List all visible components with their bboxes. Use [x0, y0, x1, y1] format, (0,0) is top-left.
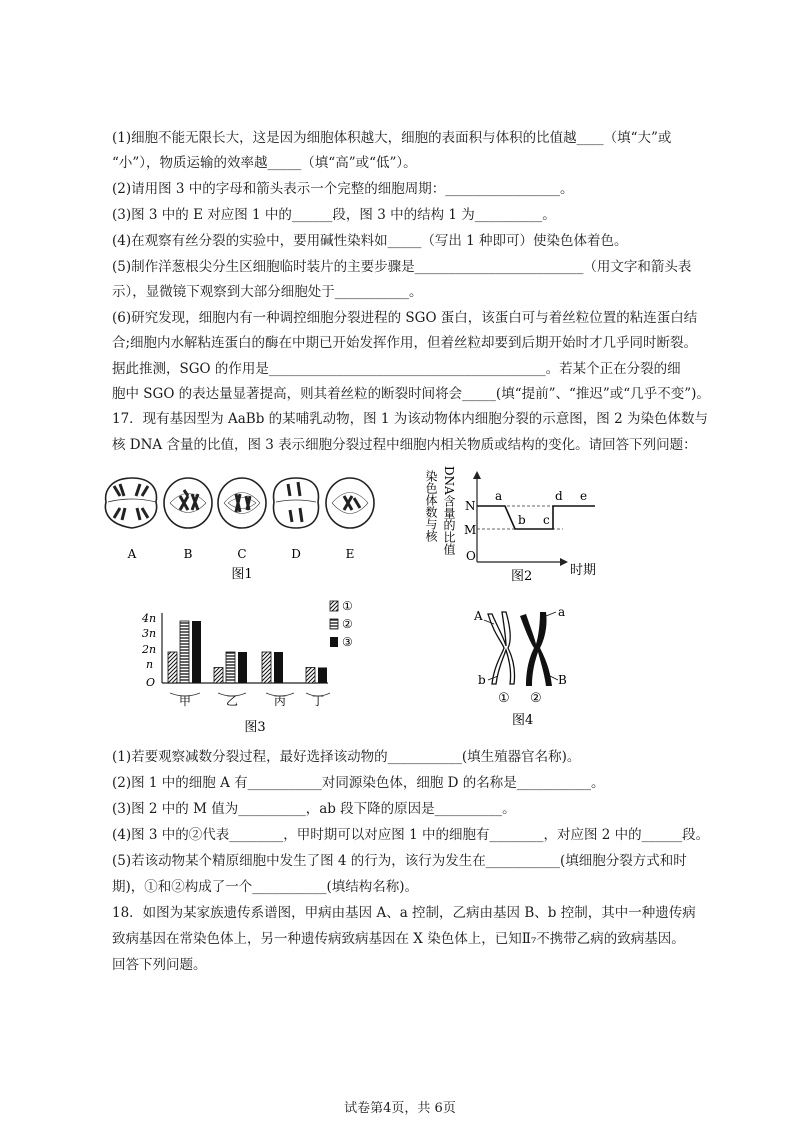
category-label: 丁: [311, 694, 325, 708]
q17-subquestion: (1)若要观察减数分裂过程，最好选择该动物的___________(填生殖器官名称)。: [112, 749, 581, 765]
figure-caption: 图2: [511, 569, 533, 584]
q16-line: 合;细胞内水解粘连蛋白的酶在中期已开始发挥作用，但着丝粒却要到后期开始时才几乎同时断裂。: [112, 335, 698, 351]
axis-label-y: 染色体数与核: [424, 470, 438, 542]
q17-subquestion: (3)图 2 中的 M 值为__________，ab 段下降的原因是__________。: [112, 801, 516, 817]
axis-label-y: DNA含量的比值: [442, 466, 456, 555]
figure-4: [470, 604, 580, 729]
q16-line: (3)图 3 中的 E 对应图 1 中的______段，图 3 中的结构 1 为__________。: [112, 207, 556, 223]
q18-line: 回答下列问题。: [112, 957, 207, 973]
q16-line: 据此推测，SGO 的作用是_________________________________________。若某个正在分裂的细: [112, 361, 681, 377]
bar-丙-③: [274, 652, 283, 683]
legend-label: ①: [342, 599, 353, 613]
cell-a-diagram: [105, 478, 156, 528]
y-tick: 3n: [142, 627, 157, 640]
category-label: 乙: [225, 694, 239, 708]
y-tick: M: [464, 523, 477, 537]
figure-caption: 图3: [244, 720, 266, 735]
cell-label: B: [183, 547, 193, 561]
cell-c-diagram: [218, 478, 266, 528]
q16-line: (5)制作洋葱根尖分生区细胞临时装片的主要步骤是_________________________（用文字和箭头表: [112, 259, 692, 275]
gene-label: A: [474, 609, 483, 623]
q17-subquestion: (2)图 1 中的细胞 A 有___________对同源染色体，细胞 D 的名称是___________。: [112, 775, 605, 791]
point-label: b: [518, 513, 526, 527]
gene-label: B: [558, 673, 567, 687]
bar-丙-①: [262, 652, 271, 683]
bar-乙-③: [238, 652, 247, 683]
legend-label: ②: [342, 617, 353, 631]
chromosome-number: ①: [498, 691, 510, 706]
bar-甲-③: [192, 621, 201, 683]
cell-label: D: [291, 547, 301, 561]
cell-e-diagram: [326, 478, 374, 528]
point-label: c: [543, 513, 550, 527]
point-label: a: [495, 489, 503, 503]
chromosome-2: [520, 612, 552, 686]
cell-b-diagram: [164, 478, 212, 528]
bar-乙-①: [214, 668, 223, 684]
bar-丁-③: [318, 668, 327, 684]
bar-甲-②: [180, 621, 189, 683]
q16-line: 示），显微镜下观察到大部分细胞处于___________。: [112, 284, 423, 300]
bar-乙-②: [226, 652, 235, 683]
q17-subquestion: 期)，①和②构成了一个___________(填结构名称)。: [112, 879, 419, 895]
y-tick: n: [146, 658, 154, 671]
category-label: 甲: [178, 694, 192, 708]
q16-line: 胞中 SGO 的表达量显著提高，则其着丝粒的断裂时间将会_____(填“提前”、“推迟”或“几乎不变”)。: [112, 386, 710, 402]
cell-label: E: [345, 547, 355, 561]
bar-甲-①: [168, 652, 177, 683]
axis-label-x: 时期: [570, 563, 597, 578]
chromosome-number: ②: [530, 691, 542, 706]
category-label: 丙: [273, 694, 287, 708]
q16-line: (2)请用图 3 中的字母和箭头表示一个完整的细胞周期：_________________。: [112, 181, 574, 197]
q16-line: (1)细胞不能无限长大，这是因为细胞体积越大，细胞的表面积与体积的比值越____（填“大”或: [112, 130, 672, 146]
y-tick: O: [146, 676, 156, 689]
figure-2: [415, 462, 615, 584]
figure-1: [100, 472, 380, 582]
q16-line: “小”），物质运输的效率越_____（填“高”或“低”）。: [112, 155, 417, 171]
q18-line: 18．如图为某家族遗传系谱图，甲病由基因 A、a 控制，乙病由基因 B、b 控制，其中一种遗传病: [112, 905, 696, 921]
y-tick: N: [465, 499, 476, 513]
cell-d-diagram: [274, 478, 319, 528]
cell-label: A: [127, 547, 137, 561]
y-tick: O: [466, 549, 476, 563]
q17-subquestion: (5)若该动物某个精原细胞中发生了图 4 的行为，该行为发生在___________(填细胞分裂方式和时: [112, 853, 687, 869]
legend-label: ③: [342, 635, 353, 649]
point-label: e: [580, 489, 588, 503]
legend: [330, 599, 353, 649]
gene-label: b: [478, 673, 486, 687]
q17-line: 17．现有基因型为 AaBb 的某哺乳动物，图 1 为该动物体内细胞分裂的示意图，图 2 为染色体数与: [112, 411, 708, 427]
page-footer: 试卷第4页，共 6页: [344, 1101, 456, 1116]
q16-line: (6)研究发现，细胞内有一种调控细胞分裂进程的 SGO 蛋白，该蛋白可与着丝粒位置的粘连蛋白结: [112, 310, 698, 326]
bar-group: [168, 621, 327, 683]
q16-line: (4)在观察有丝分裂的实验中，要用碱性染料如_____（写出 1 种即可）使染色体着色。: [112, 233, 628, 249]
q17-line: 核 DNA 含量的比值，图 3 表示细胞分裂过程中细胞内相关物质或结构的变化。请回答下列问题：: [112, 437, 697, 453]
q18-line: 致病基因在常染色体上，另一种遗传病致病基因在 X 染色体上，已知Ⅱ₇不携带乙病的致病基因。: [112, 931, 685, 947]
y-tick: 4n: [142, 612, 157, 625]
bar-丁-①: [306, 668, 315, 684]
gene-label: a: [558, 605, 566, 619]
figure-caption: 图4: [512, 713, 534, 728]
y-tick: 2n: [142, 643, 157, 656]
point-label: d: [555, 489, 563, 503]
figure-caption: 图1: [231, 567, 253, 582]
figure-3: [140, 595, 370, 740]
q17-subquestion: (4)图 3 中的②代表________，甲时期可以对应图 1 中的细胞有________，对应图 2 中的______段。: [112, 827, 710, 843]
cell-label: C: [237, 547, 247, 561]
